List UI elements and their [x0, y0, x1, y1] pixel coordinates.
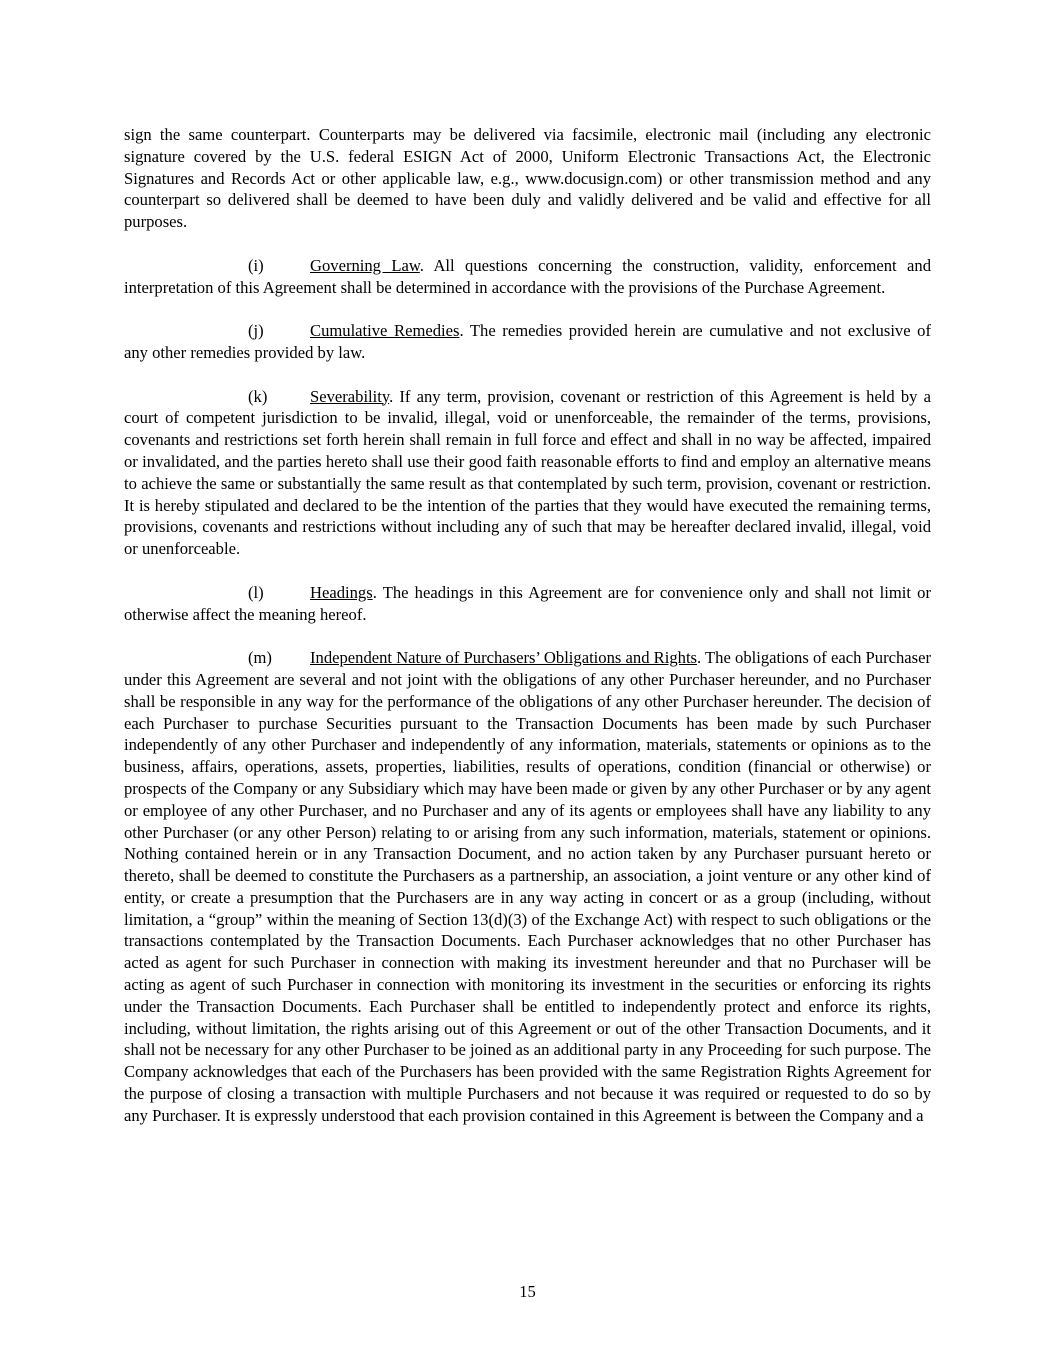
- section-heading: Severability: [310, 386, 390, 406]
- paragraph-text: . All questions concerning the construction, validity, enforcement and interpretation of this Agreement shall be determined in accordance with the provisions of the Purchase Agreement.: [124, 255, 932, 297]
- section-label: (j): [248, 321, 264, 341]
- section-label: (m): [248, 648, 272, 668]
- paragraph-text: . If any term, provision, covenant or restriction of this Agreement is held by a court of competent jurisdiction to be invalid, illegal, void or unenforceable, the remainder of the terms, provisions, covenants and restrictions set forth herein shall remain in full force and effect and shall in no way be affected, impaired or invalidated, and the parties hereto shall use their good faith reasonable efforts to find and employ an alternative means to achieve the same or substantially the same result as that contemplated by such term, provision, covenant or restriction. It is hereby stipulated and declared to be the intention of the parties that they would have executed the remaining terms, provisions, covenants and restrictions without including any of such that may be hereafter declared invalid, illegal, void or unenforceable.: [124, 386, 931, 559]
- document-body: [124, 124, 931, 1148]
- paragraph-text: . The headings in this Agreement are for convenience only and shall not limit or otherwise affect the meaning hereof.: [124, 582, 931, 624]
- paragraph-counterparts-continued: [124, 124, 931, 233]
- paragraph-severability: [124, 386, 931, 560]
- paragraph-text: sign the same counterpart. Counterparts may be delivered via facsimile, electronic mail (including any electronic signature covered by the U.S. federal ESIGN Act of 2000, Uniform Electronic Transactions Act, the Electronic Signatures and Records Act or other applicable law, e.g., www.docusign.com) or other transmission method and any counterpart so delivered shall be deemed to have been duly and validly delivered and be valid and effective for all purposes.: [124, 125, 931, 232]
- section-label: (i): [248, 255, 264, 275]
- paragraph-cumulative-remedies: [124, 320, 931, 364]
- section-heading: Cumulative Remedies: [310, 321, 460, 341]
- section-label: (l): [248, 582, 264, 602]
- paragraph-independent-nature: [124, 647, 931, 1127]
- section-heading: Headings: [310, 582, 373, 602]
- section-heading: Governing Law: [310, 255, 420, 275]
- section-label: (k): [248, 386, 268, 406]
- paragraph-text: . The obligations of each Purchaser under this Agreement are several and not joint with the obligations of any other Purchaser hereunder, and no Purchaser shall be responsible in any way for the performance of the obligations of any other Purchaser hereunder. The decision of each Purchaser to purchase Securities pursuant to the Transaction Documents has been made by such Purchaser independently of any other Purchaser and independently of any information, materials, statements or opinions as to the business, affairs, operations, assets, properties, liabilities, results of operations, condition (financial or otherwise) or prospects of the Company or any Subsidiary which may have been made or given by any other Purchaser or by any agent or employee of any other Purchaser, and no Purchaser and any of its agents or employees shall have any liability to any other Purchaser (or any other Person) relating to or arising from any such information, materials, statement or opinions. Nothing contained herein or in any Transaction Document, and no action taken by any Purchaser pursuant hereto or thereto, shall be deemed to constitute the Purchasers as a partnership, an association, a joint venture or any other kind of entity, or create a presumption that the Purchasers are in any way acting in concert or as a group (including, without limitation, a “group” within the meaning of Section 13(d)(3) of the Exchange Act) with respect to such obligations or the transactions contemplated by the Transaction Documents. Each Purchaser acknowledges that no other Purchaser has acted as agent for such Purchaser in connection with making its investment hereunder and that no Purchaser will be acting as agent of such Purchaser in connection with monitoring its investment in the securities or enforcing its rights under the Transaction Documents. Each Purchaser shall be entitled to independently protect and enforce its rights, including, without limitation, the rights arising out of this Agreement or out of the other Transaction Documents, and it shall not be necessary for any other Purchaser to be joined as an additional party in any Proceeding for such purpose. The Company acknowledges that each of the Purchasers has been provided with the same Registration Rights Agreement for the purpose of closing a transaction with multiple Purchasers and not because it was required or requested to do so by any Purchaser. It is expressly understood that each provision contained in this Agreement is between the Company and a: [124, 648, 931, 1125]
- paragraph-governing-law: [124, 255, 931, 299]
- section-heading: Independent Nature of Purchasers’ Obligations and Rights: [310, 648, 698, 668]
- paragraph-headings: [124, 582, 931, 626]
- page-number: 15: [519, 1282, 536, 1301]
- paragraph-text: . The remedies provided herein are cumulative and not exclusive of any other remedies provided by law.: [124, 321, 931, 362]
